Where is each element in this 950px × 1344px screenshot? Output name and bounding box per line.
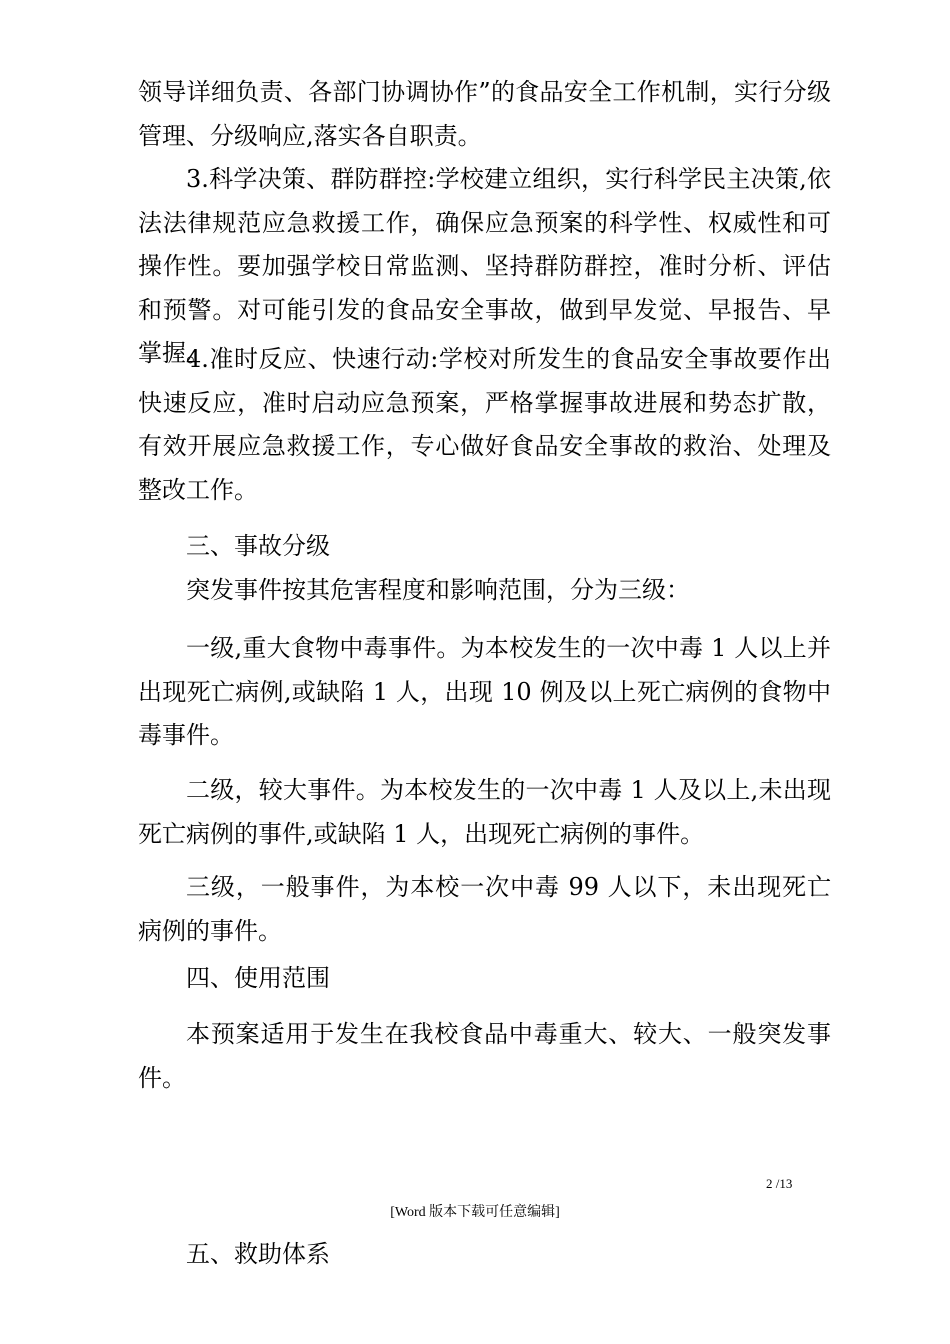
- heading-rescue-system: 五、救助体系: [186, 1240, 330, 1268]
- page-number: 2 /13: [766, 1176, 793, 1191]
- heading-incident-levels: 三、事故分级: [186, 532, 330, 560]
- paragraph-level-one: 一级,重大食物中毒事件。为本校发生的一次中毒 1 人以上并出现死亡病例,或缺陷 1 人，出现 10 例及以上死亡病例的食物中毒事件。: [138, 634, 831, 749]
- paragraph-level-three: 三级，一般事件，为本校一次中毒 99 人以下，未出现死亡病例的事件。: [138, 873, 831, 945]
- paragraph-levels-intro: 突发事件按其危害程度和影响范围，分为三级：: [186, 576, 690, 604]
- paragraph-mechanism: 领导详细负责、各部门协调协作”的食品安全工作机制，实行分级管理、分级响应,落实各自职责。: [138, 78, 831, 150]
- paragraph-quick-response: 4.准时反应、快速行动:学校对所发生的食品安全事故要作出快速反应，准时启动应急预案，严格掌握事故进展和势态扩散，有效开展应急救援工作，专心做好食品安全事故的救治、处理及整改工作。: [138, 345, 831, 504]
- heading-scope: 四、使用范围: [186, 964, 330, 992]
- footer-note: [Word 版本下载可任意编辑]: [390, 1205, 560, 1220]
- paragraph-scientific-decision: 3.科学决策、群防群控:学校建立组织，实行科学民主决策,依法法律规范应急救援工作，确保应急预案的科学性、权威性和可操作性。要加强学校日常监测、坚持群防群控，准时分析、评估和预警。对可能引发的食品安全事故，做到早发觉、早报告、早掌握。: [138, 165, 831, 367]
- paragraph-scope: 本预案适用于发生在我校食品中毒重大、较大、一般突发事件。: [138, 1020, 831, 1092]
- paragraph-level-two: 二级，较大事件。为本校发生的一次中毒 1 人及以上,未出现死亡病例的事件,或缺陷 1 人，出现死亡病例的事件。: [138, 776, 831, 848]
